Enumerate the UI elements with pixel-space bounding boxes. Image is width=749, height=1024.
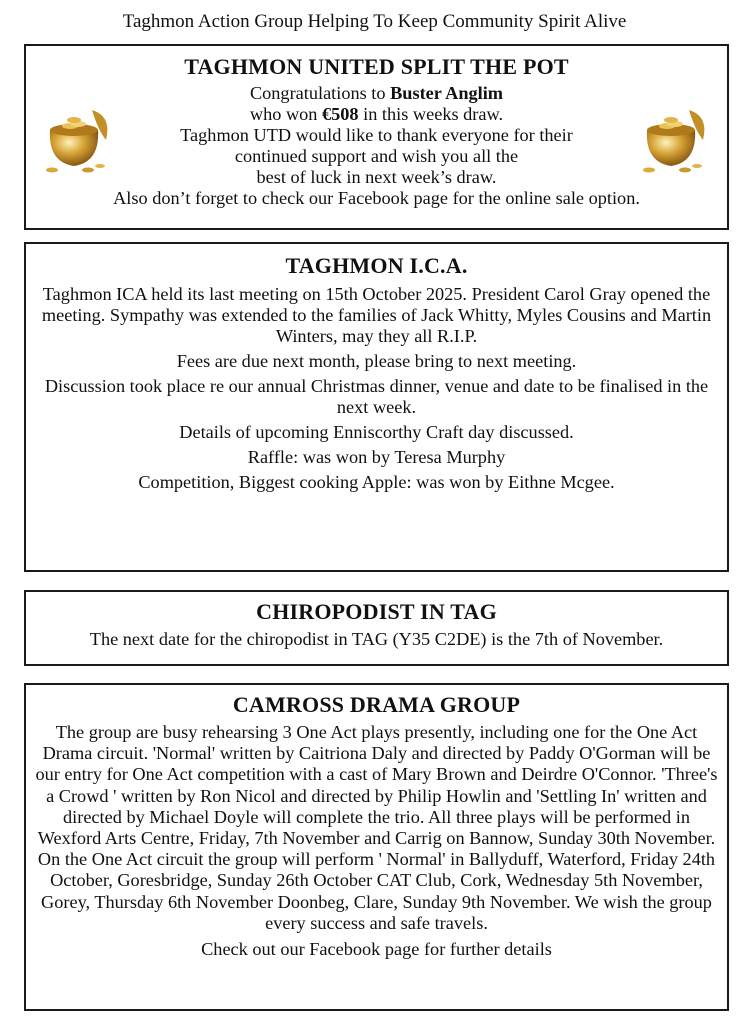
prize-amount: €508 — [322, 104, 359, 124]
ica-paragraph: Raffle: was won by Teresa Murphy — [247, 447, 506, 467]
ica-paragraph: Discussion took place re our annual Christmas dinner, venue and date to be finalised in the next week. — [44, 376, 709, 417]
ica-section — [24, 242, 729, 572]
ica-paragraph: Fees are due next month, please bring to next meeting. — [176, 351, 577, 371]
drama-footer: Check out our Facebook page for further details — [201, 939, 552, 960]
amount-suffix: in this weeks draw. — [358, 104, 504, 124]
thanks-line: Taghmon UTD would like to thank everyone for their — [180, 125, 573, 145]
ica-paragraph: Details of upcoming Enniscorthy Craft day discussed. — [179, 422, 574, 442]
amount-prefix: who won — [249, 104, 322, 124]
split-the-pot-title: TAGHMON UNITED SPLIT THE POT — [184, 54, 569, 79]
congrats-prefix: Congratulations to — [249, 83, 391, 103]
chiropodist-text: The next date for the chiropodist in TAG (Y35 C2DE) is the 7th of November. — [89, 629, 664, 649]
ica-title: TAGHMON I.C.A. — [285, 253, 468, 278]
congrats-line — [26, 83, 727, 104]
chiropodist-title: CHIROPODIST IN TAG — [256, 599, 497, 624]
ica-paragraph: Taghmon ICA held its last meeting on 15th October 2025. President Carol Gray opened the meeting. Sympathy was extended to the families of Jack Whitty, Myles Cousins and Martin Winters, may they all R.I.P. — [41, 284, 712, 346]
pot-of-gold-icon — [40, 100, 116, 176]
amount-line — [26, 104, 727, 125]
page-header: Taghmon Action Group Helping To Keep Community Spirit Alive — [122, 11, 627, 32]
support-line: continued support and wish you all the — [234, 146, 519, 166]
drama-body: The group are busy rehearsing 3 One Act plays presently, including one for the One Act Drama circuit. 'Normal' written by Caitriona Daly and directed by Paddy O'Gorman will be our entry for One Act competition with a cast of Mary Brown and Deirdre O'Connor. 'Three's a Crowd ' written by Ron Nicol and directed by Philip Howlin and 'Settling In' written and directed by Michael Doyle will complete the trio. All three plays will be performed in Wexford Arts Centre, Friday, 7th November and Carrig on Bannow, Sunday 30th November. On the One Act circuit the group will perform ' Normal' in Ballyduff, Waterford, Friday 24th October, Goresbridge, Sunday 26th October CAT Club, Cork, Wednesday 5th November, Gorey, Thursday 6th November Doonbeg, Clare, Sunday 9th November. We wish the group every success and safe travels. — [35, 722, 718, 933]
split-the-pot-section — [24, 44, 729, 230]
facebook-line: Also don’t forget to check our Facebook page for the online sale option. — [113, 188, 640, 208]
drama-group-section — [24, 683, 729, 1011]
ica-paragraph: Competition, Biggest cooking Apple: was won by Eithne Mcgee. — [138, 472, 615, 492]
drama-title: CAMROSS DRAMA GROUP — [232, 692, 521, 717]
chiropodist-section — [24, 590, 729, 666]
luck-line: best of luck in next week’s draw. — [256, 167, 497, 187]
winner-name: Buster Anglim — [390, 83, 504, 103]
pot-of-gold-icon — [637, 100, 713, 176]
